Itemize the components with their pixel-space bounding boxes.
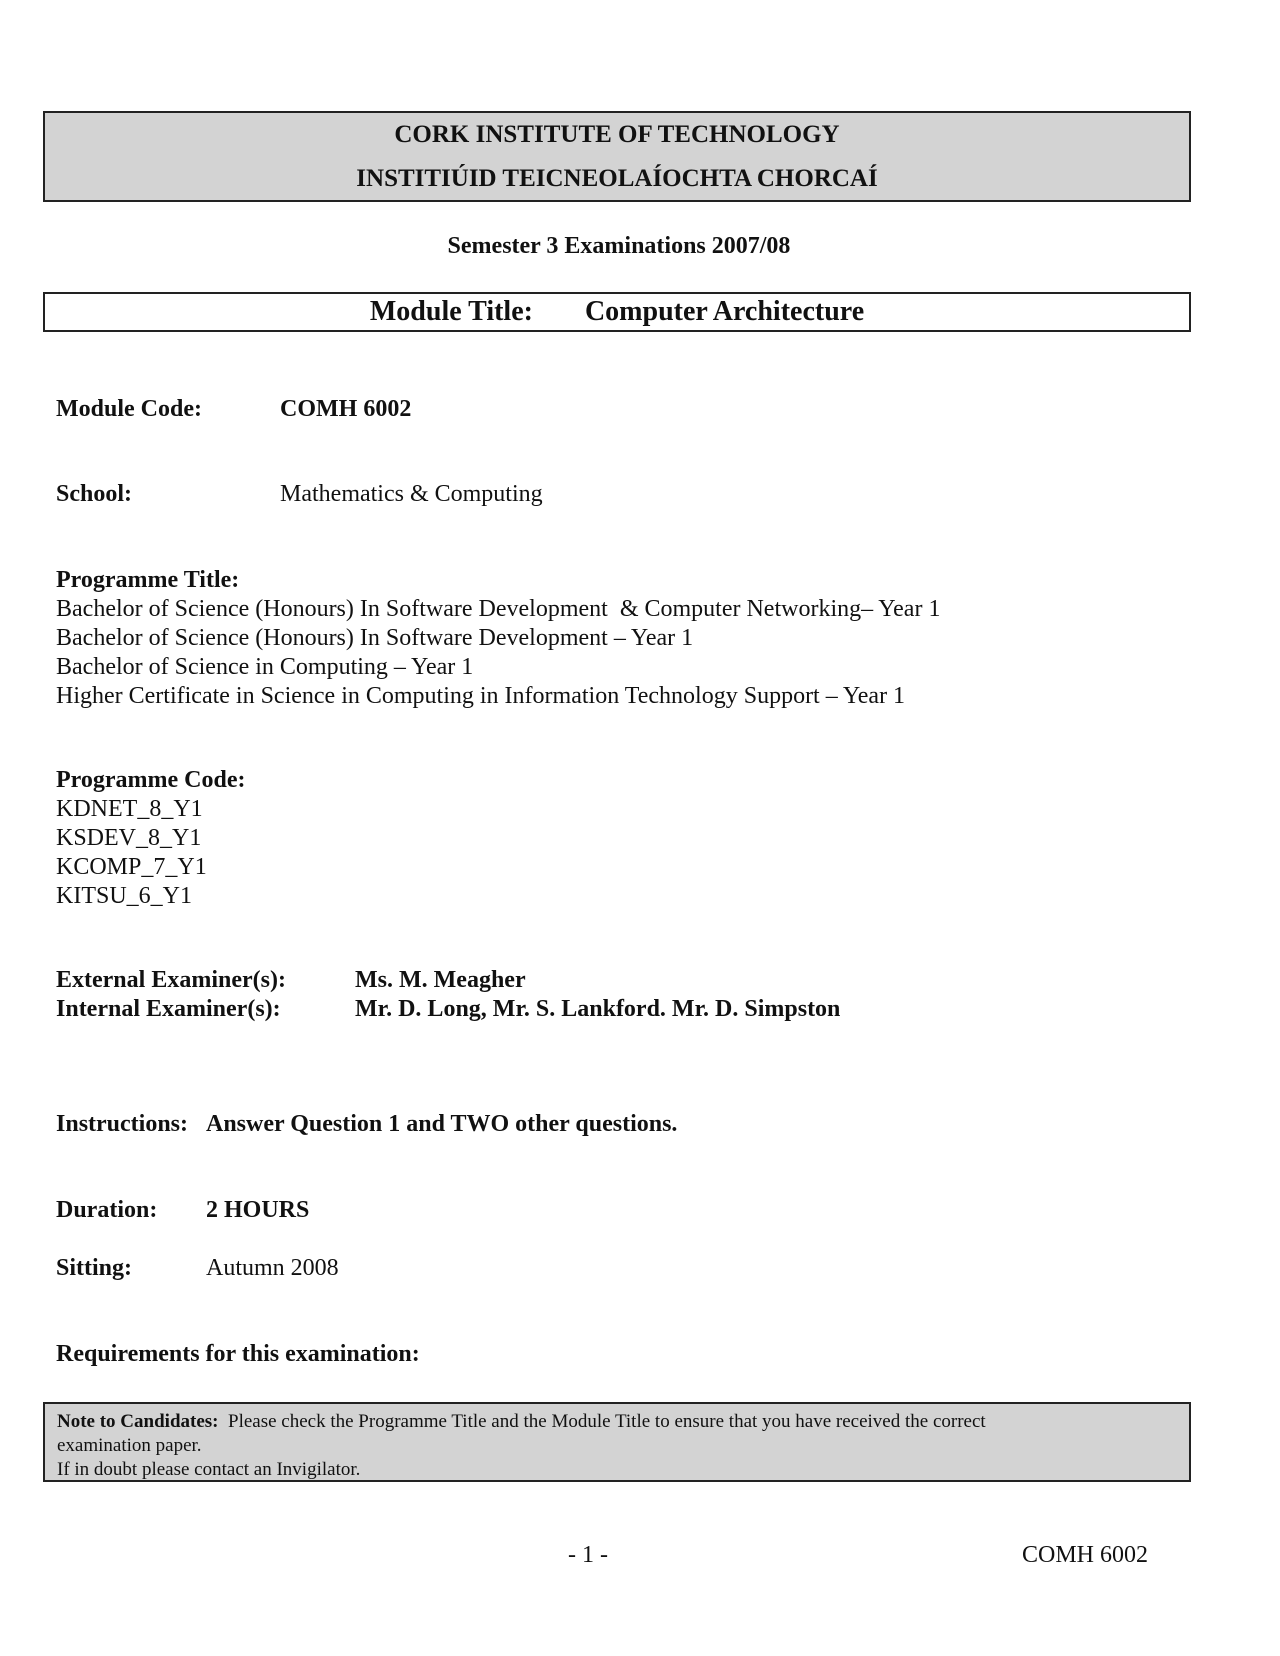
school-value: Mathematics & Computing <box>280 481 543 507</box>
module-title-box <box>43 292 1191 332</box>
institution-name-irish: INSTITIÚID TEICNEOLAÍOCHTA CHORCAÍ <box>356 165 878 192</box>
programme-title-label: Programme Title: <box>56 567 240 593</box>
note-label: Note to Candidates: <box>57 1411 219 1432</box>
institution-name-english: CORK INSTITUTE OF TECHNOLOGY <box>394 121 840 148</box>
exam-semester: Semester 3 Examinations 2007/08 <box>447 233 791 259</box>
module-code-label: Module Code: <box>56 396 202 422</box>
programme-code-line: KSDEV_8_Y1 <box>56 825 202 851</box>
institution-header <box>43 111 1191 202</box>
internal-examiner-value: Mr. D. Long, Mr. S. Lankford. Mr. D. Simpston <box>355 996 841 1022</box>
note-text-1: Please check the Programme Title and the Module Title to ensure that you have received the correct <box>228 1411 986 1432</box>
instructions-label: Instructions: <box>56 1111 189 1137</box>
programme-title-line: Bachelor of Science in Computing – Year 1 <box>56 654 474 680</box>
school-label: School: <box>56 481 133 507</box>
module-title-value: Computer Architecture <box>584 296 865 327</box>
internal-examiner-label: Internal Examiner(s): <box>56 996 281 1022</box>
programme-title-section <box>56 566 940 711</box>
instructions-value: Answer Question 1 and TWO other questions. <box>206 1111 678 1137</box>
sitting-label: Sitting: <box>56 1255 133 1281</box>
page-number: - 1 - <box>568 1542 608 1568</box>
note-to-candidates-box <box>43 1402 1191 1482</box>
programme-title-line: Higher Certificate in Science in Computing in Information Technology Support – Year 1 <box>56 683 906 709</box>
duration-value: 2 HOURS <box>206 1197 310 1223</box>
programme-title-line: Bachelor of Science (Honours) In Software Development – Year 1 <box>56 625 694 651</box>
module-code-value: COMH 6002 <box>280 396 412 422</box>
duration-label: Duration: <box>56 1197 158 1223</box>
external-examiner-value: Ms. M. Meagher <box>355 967 526 993</box>
note-text-2: examination paper. <box>57 1435 202 1456</box>
footer-module-code: COMH 6002 <box>1022 1542 1149 1568</box>
note-line-1 <box>57 1410 1177 1434</box>
programme-code-section <box>56 766 246 911</box>
requirements-label: Requirements for this examination: <box>56 1341 420 1367</box>
programme-code-line: KITSU_6_Y1 <box>56 883 192 909</box>
note-text-3: If in doubt please contact an Invigilator. <box>57 1459 361 1480</box>
module-title-label: Module Title: <box>369 296 533 327</box>
programme-code-label: Programme Code: <box>56 767 246 793</box>
external-examiner-label: External Examiner(s): <box>56 967 286 993</box>
programme-code-line: KCOMP_7_Y1 <box>56 854 207 880</box>
programme-title-line: Bachelor of Science (Honours) In Software Development & Computer Networking– Year 1 <box>56 596 941 622</box>
sitting-value: Autumn 2008 <box>206 1255 339 1281</box>
programme-code-line: KDNET_8_Y1 <box>56 796 203 822</box>
